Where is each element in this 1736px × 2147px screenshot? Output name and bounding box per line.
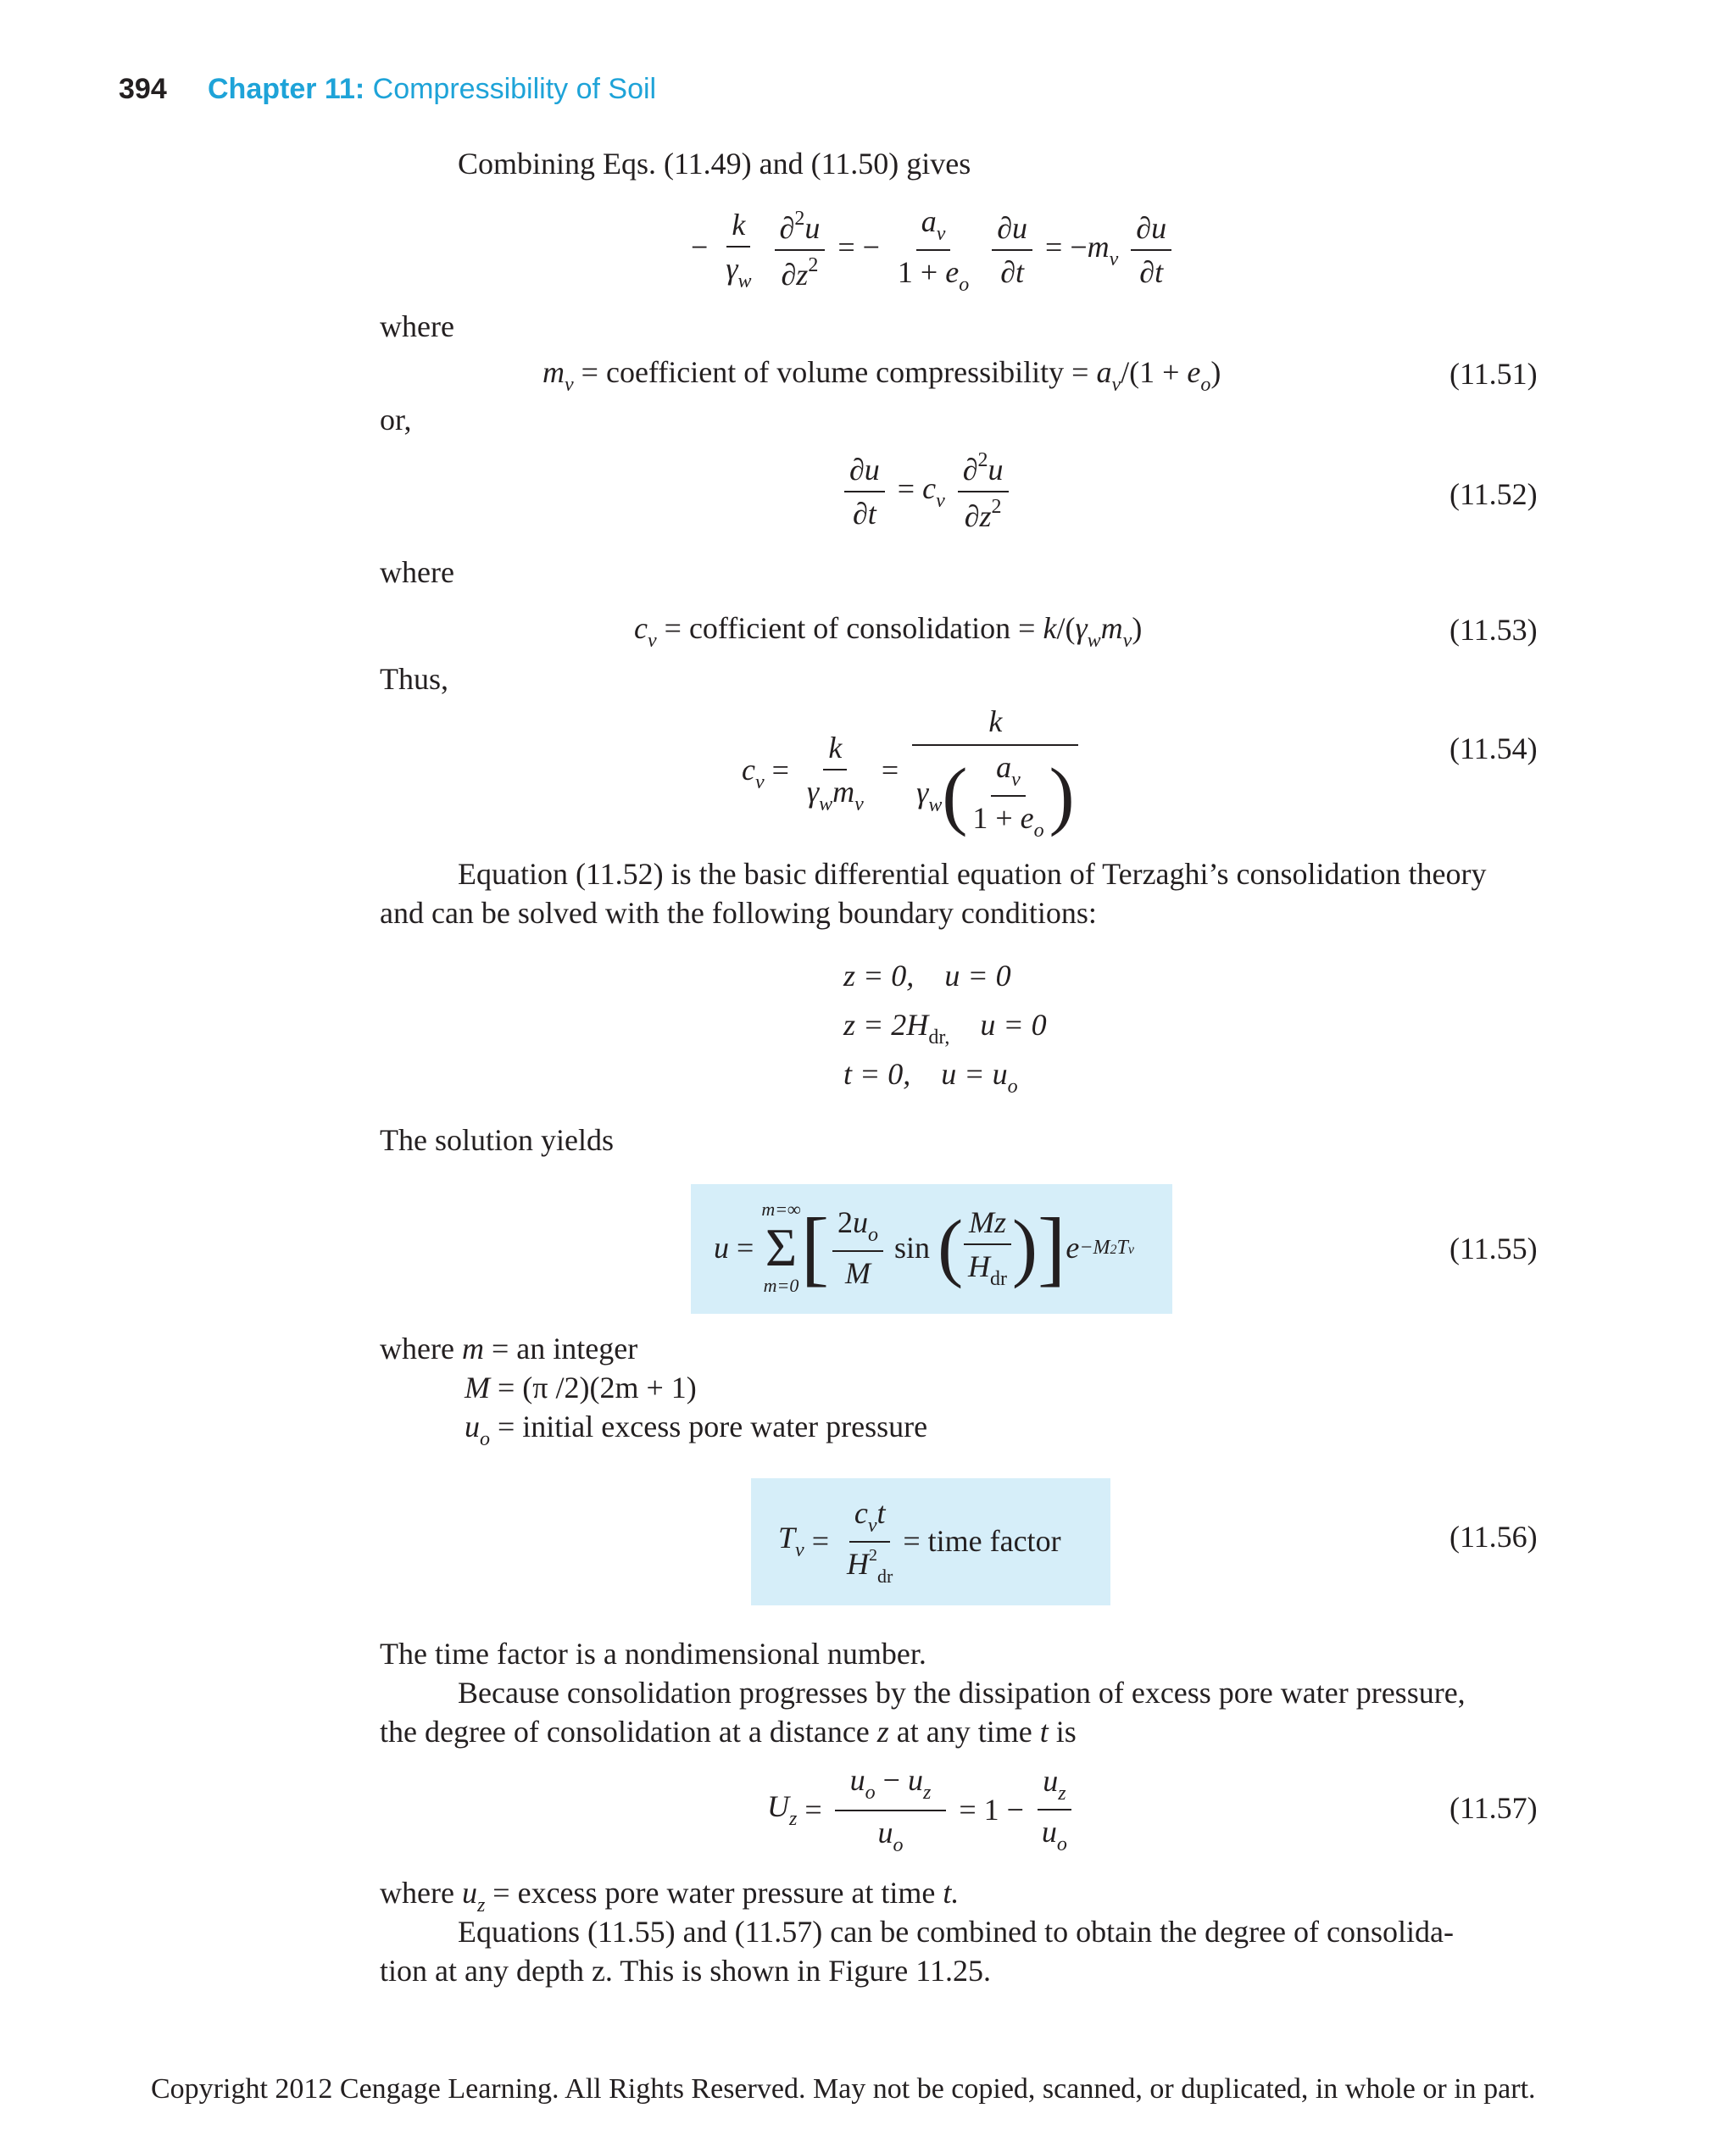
where-label-1: where [380, 309, 454, 343]
copyright-footer: Copyright 2012 Cengage Learning. All Rights Reserved. May not be copied, scanned, or duplicated, in whole or in part. [151, 2073, 1536, 2105]
chapter-label: Chapter 11: [208, 73, 365, 105]
equation-11-57: $U_z$ = $\frac{u_o - u_z}{u_o}$ = 1 − $\frac{u_z}{u_o}$ [767, 1763, 1077, 1856]
combining-text: Combining Eqs. (11.49) and (11.50) gives [458, 147, 971, 181]
equation-number: (11.54) [1449, 731, 1538, 765]
eq51-text: = coefficient of volume compressibility = [581, 355, 1089, 389]
definition-uo: $u_o$ = initial excess pore water pressure [465, 1410, 928, 1450]
boundary-condition-3: t = 0, $u = u_o$ [843, 1057, 1018, 1098]
paragraph-line: the degree of consolidation at a distance z at any time t is [380, 1715, 1077, 1749]
equation-number: (11.52) [1449, 477, 1538, 511]
paragraph-line: Because consolidation progresses by the dissipation of excess pore water pressure, [458, 1676, 1466, 1710]
chapter-title: Compressibility of Soil [372, 73, 657, 105]
equation-number: (11.56) [1449, 1520, 1538, 1554]
thus-label: Thus, [380, 662, 448, 696]
eq53-text: = cofficient of consolidation = [664, 611, 1036, 645]
running-header [208, 73, 656, 106]
where-label-2: where [380, 555, 454, 589]
equation-11-51: $m_v$ = coefficient of volume compressibility = $a_v/(1 + e_o)$ [542, 355, 1221, 396]
paragraph-line: Equation (11.52) is the basic differential equation of Terzaghi’s consolidation theory [458, 857, 1487, 891]
paragraph-line: The time factor is a nondimensional number. [380, 1637, 926, 1671]
equation-number: (11.55) [1449, 1232, 1538, 1265]
equation-11-56: $T_v$ = $\frac{c_vt}{H^2_{dr}}$ = time factor [778, 1495, 1061, 1587]
definition-M: M = (π /2)(2m + 1) [465, 1371, 697, 1404]
page-number: 394 [119, 73, 167, 105]
equation-11-52: $\frac{\partial u}{\partial t}$ = $c_v$ $\frac{\partial^2u}{\partial z^2}$ [839, 449, 1014, 534]
time-factor-label: = time factor [903, 1524, 1061, 1558]
combined-equation: − $\frac{k}{\gamma_w}$ $\frac{\partial^2u}{\partial z^2}$ = − $\frac{a_v}{1 + e_o}$ $\frac{\partial u}{\partial t}$ = $-m_v$ $\frac{\partial u}{\partial t}$ [691, 203, 1177, 297]
boundary-condition-1: z = 0, u = 0 [843, 959, 1011, 993]
equation-number: (11.57) [1449, 1791, 1538, 1825]
boundary-condition-2: $z = 2H_{dr,}$ u = 0 [843, 1008, 1047, 1048]
equation-11-54: $c_v$ = $\frac{k}{\gamma_wm_v}$ = k $\gamma_w$( $\frac{a_v}{1 + e_o}$ ) [742, 704, 1085, 843]
or-label: or, [380, 403, 412, 437]
solution-yields: The solution yields [380, 1123, 614, 1157]
definition-uz: where $u_z$ = excess pore water pressure at time t. [380, 1876, 960, 1916]
paragraph-line: Equations (11.55) and (11.57) can be combined to obtain the degree of consolida- [458, 1915, 1454, 1949]
paragraph-line: and can be solved with the following boundary conditions: [380, 896, 1097, 930]
equation-11-55: u = m=∞ Σ m=0 [ $\frac{2u_o}{M}$ sin ( $\frac{Mz}{H_{dr}}$ ) ] e −M2Tv [714, 1199, 1134, 1296]
equation-11-53: $c_v$ = cofficient of consolidation = $k/(\gamma_wm_v)$ [634, 611, 1143, 652]
definition-m: where m = an integer [380, 1332, 638, 1366]
paragraph-line: tion at any depth z. This is shown in Figure 11.25. [380, 1954, 991, 1988]
equation-number: (11.51) [1449, 357, 1538, 391]
equation-number: (11.53) [1449, 613, 1538, 647]
